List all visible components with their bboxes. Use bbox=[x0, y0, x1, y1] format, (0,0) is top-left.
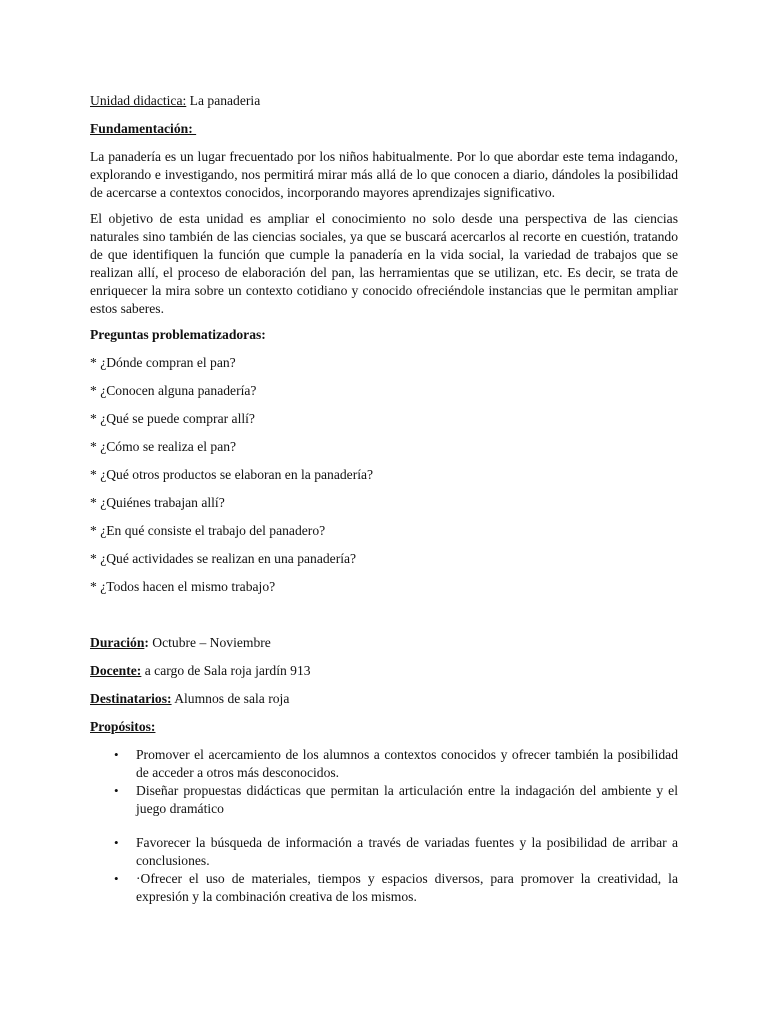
proposito-item bbox=[90, 746, 678, 782]
duracion-colon: : bbox=[144, 635, 149, 650]
preguntas-heading: Preguntas problematizadoras: bbox=[90, 327, 266, 342]
unit-label: Unidad didactica: bbox=[90, 93, 187, 108]
propositos-list bbox=[90, 746, 678, 906]
section-spacer bbox=[90, 606, 678, 634]
proposito-item bbox=[90, 834, 678, 870]
question-item: * ¿Todos hacen el mismo trabajo? bbox=[90, 579, 276, 594]
bullet-icon: • bbox=[114, 747, 119, 762]
destinatarios-label: Destinatarios: bbox=[90, 691, 172, 706]
question-item: * ¿Qué otros productos se elaboran en la panadería? bbox=[90, 467, 374, 482]
proposito-item bbox=[90, 870, 678, 906]
question-item: * ¿Quiénes trabajan allí? bbox=[90, 495, 225, 510]
proposito-text: Favorecer la búsqueda de información a través de variadas fuentes y la posibilidad de arribar a conclusiones. bbox=[136, 835, 678, 868]
bullet-icon: • bbox=[114, 835, 119, 850]
question-item: * ¿Dónde compran el pan? bbox=[90, 355, 236, 370]
fundamentacion-heading: Fundamentación: bbox=[90, 121, 197, 136]
proposito-text: Promover el acercamiento de los alumnos a contextos conocidos y ofrecer también la posibilidad de acceder a otros más desconocidos. bbox=[136, 747, 678, 780]
proposito-text: Diseñar propuestas didácticas que permitan la articulación entre la indagación del ambiente y el juego dramático bbox=[136, 783, 678, 816]
destinatarios-value: Alumnos de sala roja bbox=[171, 691, 290, 706]
docente-value: a cargo de Sala roja jardín 913 bbox=[141, 663, 311, 678]
destinatarios-line bbox=[90, 690, 678, 708]
bullet-icon: • bbox=[114, 783, 119, 798]
question-item: * ¿Conocen alguna panadería? bbox=[90, 383, 257, 398]
duracion-line bbox=[90, 634, 678, 652]
proposito-item bbox=[90, 782, 678, 818]
docente-line bbox=[90, 662, 678, 680]
docente-label: Docente: bbox=[90, 663, 142, 678]
propositos-heading: Propósitos: bbox=[90, 719, 156, 734]
duracion-label: Duración bbox=[90, 635, 145, 650]
unit-title bbox=[90, 92, 678, 110]
document-body bbox=[90, 92, 678, 906]
question-item: * ¿Qué actividades se realizan en una panadería? bbox=[90, 551, 357, 566]
proposito-text: ·Ofrecer el uso de materiales, tiempos y espacios diversos, para promover la creatividad, la expresión y la combinación creativa de los mismos. bbox=[136, 871, 678, 904]
duracion-value: Octubre – Noviembre bbox=[148, 635, 271, 650]
fundamentacion-paragraph-2: El objetivo de esta unidad es ampliar el conocimiento no solo desde una perspectiva de las ciencias naturales sino también de las ciencias sociales, ya que se buscará acercarlos al recorte en cuestión, tratando de que identifiquen la función que cumple la panadería en la vida social, la variedad de trabajos que se realizan allí, el proceso de elaboración del pan, las herramientas que se utilizan, etc. Es decir, se trata de enriquecer la mira sobre un contexto cotidiano y conocido ofreciéndole instancias que le permitan ampliar estos saberes. bbox=[90, 211, 678, 316]
fundamentacion-paragraph-1: La panadería es un lugar frecuentado por los niños habitualmente. Por lo que abordar este tema indagando, explorando e investigando, nos permitirá mirar más allá de lo que conocen a diario, dándoles la posibilidad de acercarse a contextos conocidos, incorporando mayores aprendizajes significativo. bbox=[90, 149, 678, 200]
bullet-icon: • bbox=[114, 871, 119, 886]
unit-value: La panaderia bbox=[186, 93, 261, 108]
question-item: * ¿Cómo se realiza el pan? bbox=[90, 439, 237, 454]
question-item: * ¿Qué se puede comprar allí? bbox=[90, 411, 255, 426]
question-item: * ¿En qué consiste el trabajo del panadero? bbox=[90, 523, 326, 538]
